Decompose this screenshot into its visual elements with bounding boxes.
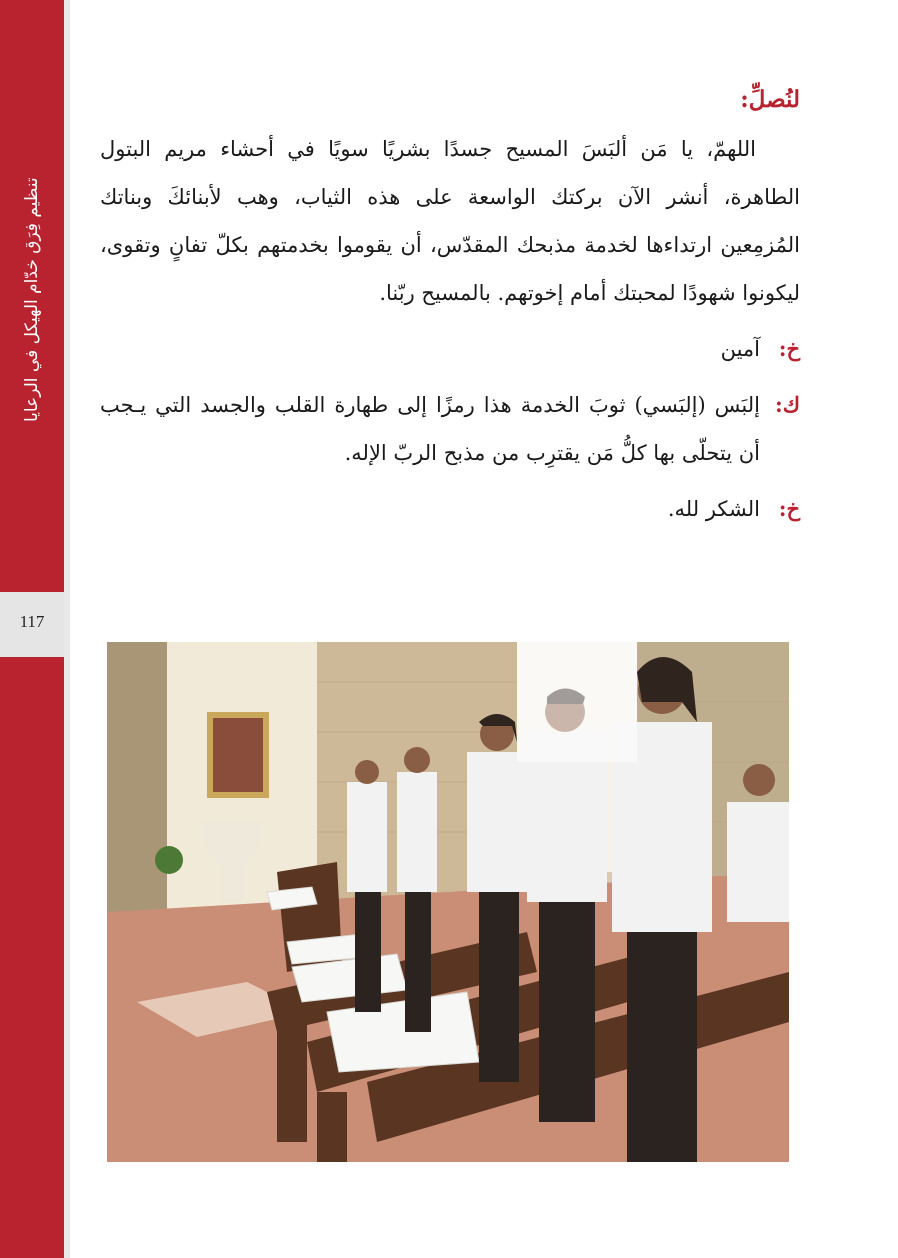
page-number: 117 bbox=[19, 612, 45, 631]
side-band-lower bbox=[0, 657, 64, 1258]
dialogue-line bbox=[100, 485, 800, 533]
main-text bbox=[100, 86, 800, 533]
dialogue-text: إلبَس (إلبَسي) ثوبَ الخدمة هذا رمزًا إلى طهارة القلب والجسد التي يـجب أن يتحلّى بها كلُّ مَن يقترِب من مذبح الربّ الإله. bbox=[100, 393, 760, 465]
dialogue-line bbox=[100, 381, 800, 477]
side-band-edge bbox=[64, 0, 70, 1258]
section-heading: لنُصلِّ: bbox=[740, 86, 800, 113]
prayer-paragraph: اللهمّ، يا مَن ألبَسَ المسيح جسدًا بشريًا سويًا في أحشاء مريم البتول الطاهرة، أنشر الآن بركتك الواسعة على هذه الثياب، وهب لأبنائكَ وبناتك المُزمِعين ارتداءها لخدمة مذبحك المقدّس، أن يقوموا بخدمتهم بكلّ تفانٍ وتقوى، ليكونوا شهودًا لمحبتك أمام إخوتهم. بالمسيح ربّنا. bbox=[100, 137, 800, 305]
speaker-label: خ: bbox=[778, 336, 800, 361]
dialogue-text: الشكر لله. bbox=[667, 497, 760, 521]
dialogue-line bbox=[100, 325, 800, 373]
speaker-label: ك: bbox=[774, 392, 800, 417]
dialogue-text: آمين bbox=[720, 337, 760, 361]
church-photo bbox=[107, 642, 789, 1162]
running-header: تنظيم فِرَق خدّام الهيكل في الرعايا bbox=[22, 177, 42, 423]
speaker-label: خ: bbox=[778, 496, 800, 521]
